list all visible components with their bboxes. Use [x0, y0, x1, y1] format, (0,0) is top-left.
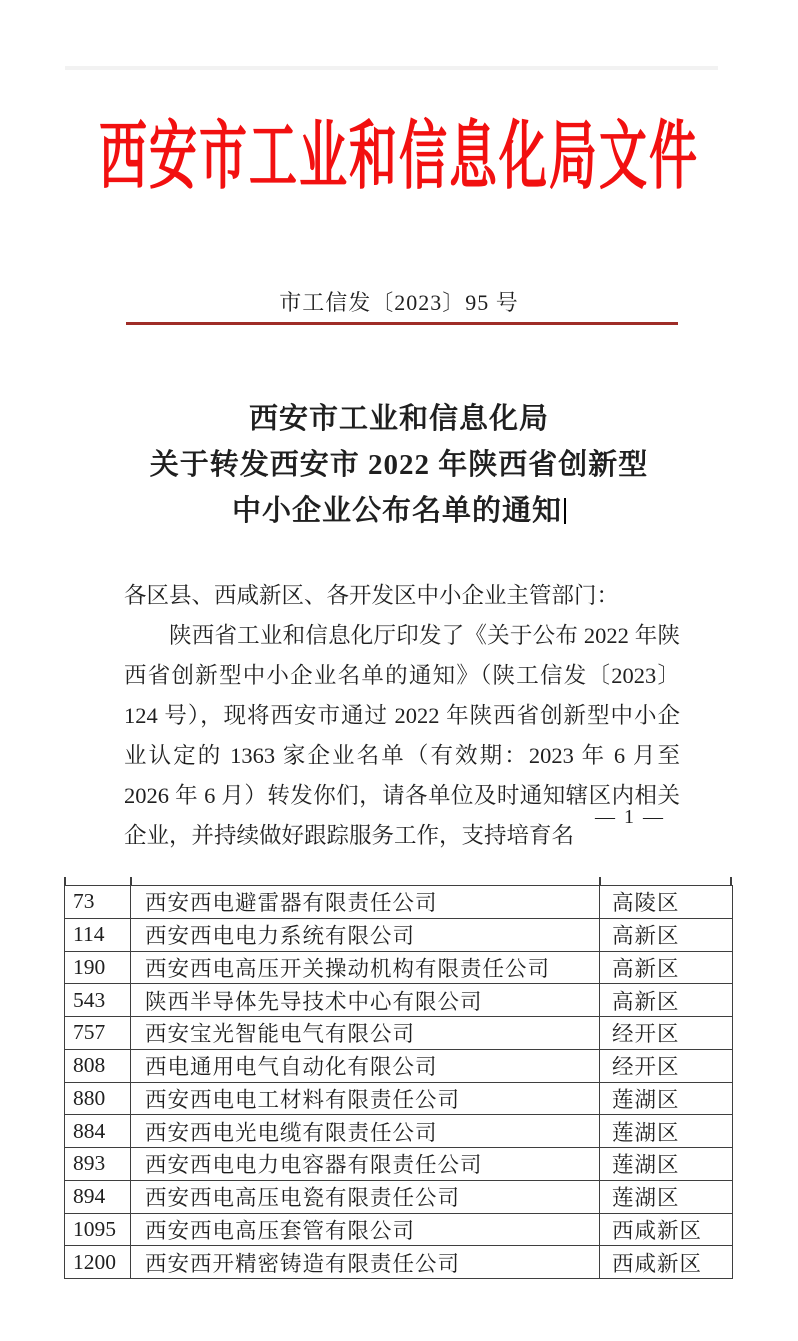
doc-title-line: 关于转发西安市 2022 年陕西省创新型 [149, 449, 649, 481]
company-name-cell: 陕西半导体先导技术中心有限公司 [131, 984, 600, 1017]
row-number-cell: 884 [65, 1115, 131, 1148]
table-row [65, 951, 733, 984]
table-stub-col1 [130, 877, 132, 885]
table-row [65, 1148, 733, 1181]
table-row [65, 1049, 733, 1082]
row-number-cell: 114 [65, 918, 131, 951]
district-cell: 经开区 [600, 1017, 733, 1050]
company-name-cell: 西安西电高压开关操动机构有限责任公司 [131, 951, 600, 984]
text-cursor [564, 498, 566, 524]
page-boundary-divider [65, 66, 718, 70]
district-cell: 高新区 [600, 918, 733, 951]
table-stub-col2 [599, 877, 601, 885]
row-number-cell: 894 [65, 1180, 131, 1213]
company-name-cell: 西安西电电工材料有限责任公司 [131, 1082, 600, 1115]
table-row [65, 1246, 733, 1279]
company-name-cell: 西安西电光电缆有限责任公司 [131, 1115, 600, 1148]
table-row [65, 886, 733, 919]
district-cell: 高新区 [600, 951, 733, 984]
district-cell: 莲湖区 [600, 1180, 733, 1213]
companies-table-body [65, 886, 733, 1279]
table-row [65, 984, 733, 1017]
row-number-cell: 880 [65, 1082, 131, 1115]
company-name-cell: 西安西电电力电容器有限责任公司 [131, 1148, 600, 1181]
table-row [65, 918, 733, 951]
company-name-cell: 西安西开精密铸造有限责任公司 [131, 1246, 600, 1279]
company-name-cell: 西安西电避雷器有限责任公司 [131, 886, 600, 919]
table-row [65, 1082, 733, 1115]
district-cell: 西咸新区 [600, 1246, 733, 1279]
table-row [65, 1017, 733, 1050]
district-cell: 西咸新区 [600, 1213, 733, 1246]
table-continuation-stubs [0, 877, 798, 885]
district-cell: 莲湖区 [600, 1148, 733, 1181]
table-stub-right [730, 877, 732, 885]
body-paragraph: 陕西省工业和信息化厅印发了《关于公布 2022 年陕西省创新型中小企业名单的通知》（陕工信发〔2023〕124 号），现将西安市通过 2022 年陕西省创新型中小企业认定的 1363 家企业名单（有效期：2023 年 6 月至 2026 年 6 月）转发你们，请各单位及时通知辖区内相关企业，并持续做好跟踪服务工作，支持培育名 [124, 623, 680, 848]
companies-table [64, 885, 733, 1279]
doc-title-line: 中小企业公布名单的通知 [0, 488, 798, 534]
row-number-cell: 190 [65, 951, 131, 984]
agency-document-banner-text: 西安市工业和信息化局文件 [98, 116, 699, 199]
district-cell: 莲湖区 [600, 1115, 733, 1148]
table-row [65, 1180, 733, 1213]
company-name-cell: 西安西电高压电瓷有限责任公司 [131, 1180, 600, 1213]
company-name-cell: 西安宝光智能电气有限公司 [131, 1017, 600, 1050]
table-row [65, 1115, 733, 1148]
red-header-banner [0, 116, 798, 199]
row-number-cell: 757 [65, 1017, 131, 1050]
row-number-cell: 808 [65, 1049, 131, 1082]
doc-title [0, 396, 798, 534]
doc-title-line: 西安市工业和信息化局 [248, 403, 549, 435]
page-number: — 1 — [595, 806, 665, 828]
row-number-cell: 1095 [65, 1213, 131, 1246]
company-name-cell: 西安西电高压套管有限公司 [131, 1213, 600, 1246]
district-cell: 高新区 [600, 984, 733, 1017]
company-name-cell: 西安西电电力系统有限公司 [131, 918, 600, 951]
district-cell: 莲湖区 [600, 1082, 733, 1115]
red-rule-divider [126, 322, 678, 325]
district-cell: 高陵区 [600, 886, 733, 919]
document-number: 市工信发〔2023〕95 号 [279, 290, 519, 315]
salutation-line: 各区县、西咸新区、各开发区中小企业主管部门： [124, 583, 620, 608]
row-number-cell: 73 [65, 886, 131, 919]
company-name-cell: 西电通用电气自动化有限公司 [131, 1049, 600, 1082]
row-number-cell: 1200 [65, 1246, 131, 1279]
row-number-cell: 893 [65, 1148, 131, 1181]
table-stub-left [64, 877, 66, 885]
district-cell: 经开区 [600, 1049, 733, 1082]
row-number-cell: 543 [65, 984, 131, 1017]
table-row [65, 1213, 733, 1246]
